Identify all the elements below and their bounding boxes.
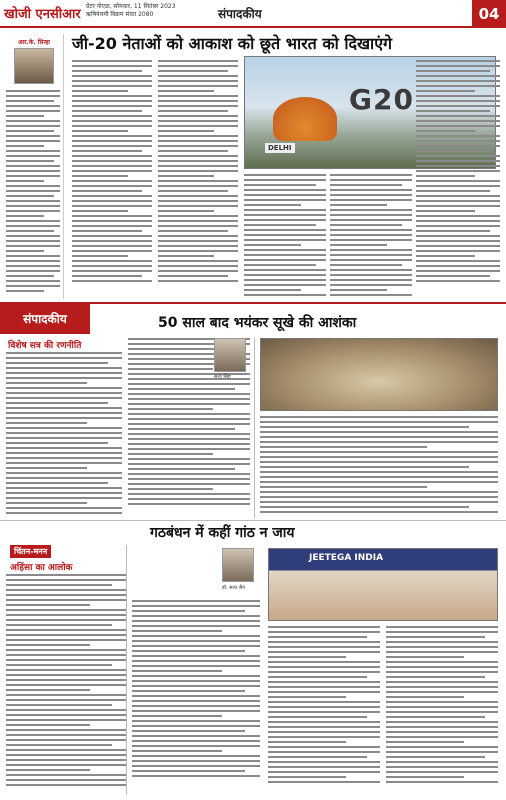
editorial-author-caption: सत्य सिंह: [214, 374, 231, 380]
newspaper-logo: खोजी एनसीआर: [4, 7, 81, 22]
chintan-label: चिंतन-मनन: [10, 545, 51, 558]
lead-column-2: [158, 60, 238, 300]
drought-article-text: [260, 416, 498, 518]
ahimsa-text: [6, 574, 126, 794]
alliance-text-2: [268, 626, 380, 794]
sidebar-author: आर.के. सिन्हा: [18, 39, 50, 46]
sidebar-photo: [14, 48, 54, 84]
india-alliance-photo: [268, 548, 498, 621]
lead-column-3: [244, 174, 326, 300]
alliance-text-1: [132, 600, 260, 794]
page-number: 04: [472, 0, 506, 28]
drought-field-photo: [260, 338, 498, 411]
alliance-text-3: [386, 626, 498, 794]
section-divider: [0, 520, 506, 521]
special-session-text: [6, 352, 122, 518]
column-rule: [126, 545, 127, 795]
india-alliance-banner: JEETEGA INDIA: [309, 553, 384, 563]
lead-headline: जी-20 नेताओं को आकाश को छूते भारत को दिखाएंगे: [72, 34, 393, 53]
alliance-author-caption: डॉ. सत्य जैन: [222, 585, 245, 591]
dateline: [86, 3, 176, 19]
lead-column-1: [72, 60, 152, 300]
editorial-author-photo: [214, 338, 246, 372]
g20-photo-caption: DELHI: [265, 143, 295, 153]
alliance-author-photo: [222, 548, 254, 582]
masthead: [0, 0, 506, 28]
ahimsa-heading: अहिंसा का आलोक: [10, 563, 73, 573]
special-session-heading: विशेष सत्र की रणनीति: [8, 341, 82, 351]
drought-headline: 50 साल बाद भयंकर सूखे की आशंका: [158, 315, 357, 331]
lead-column-5: [416, 60, 500, 300]
sidebar-text-lines: [6, 90, 60, 295]
g20-sculpture: [273, 97, 337, 141]
date-line-2: ऋषिपंचमी विक्रम संवत 2080: [86, 11, 154, 18]
sidebar-column: [4, 34, 64, 299]
editorial-label: संपादकीय: [0, 304, 90, 334]
date-line-1: ग्रेटर नोएडा, सोमवार, 11 सितंबर 2023: [86, 3, 176, 10]
alliance-headline: गठबंधन में कहीं गांठ न जाय: [150, 525, 295, 541]
g20-photo-text: G20: [349, 83, 414, 116]
column-rule-2: [254, 338, 255, 518]
section-title: संपादकीय: [218, 7, 262, 21]
lead-column-4: [330, 174, 412, 300]
